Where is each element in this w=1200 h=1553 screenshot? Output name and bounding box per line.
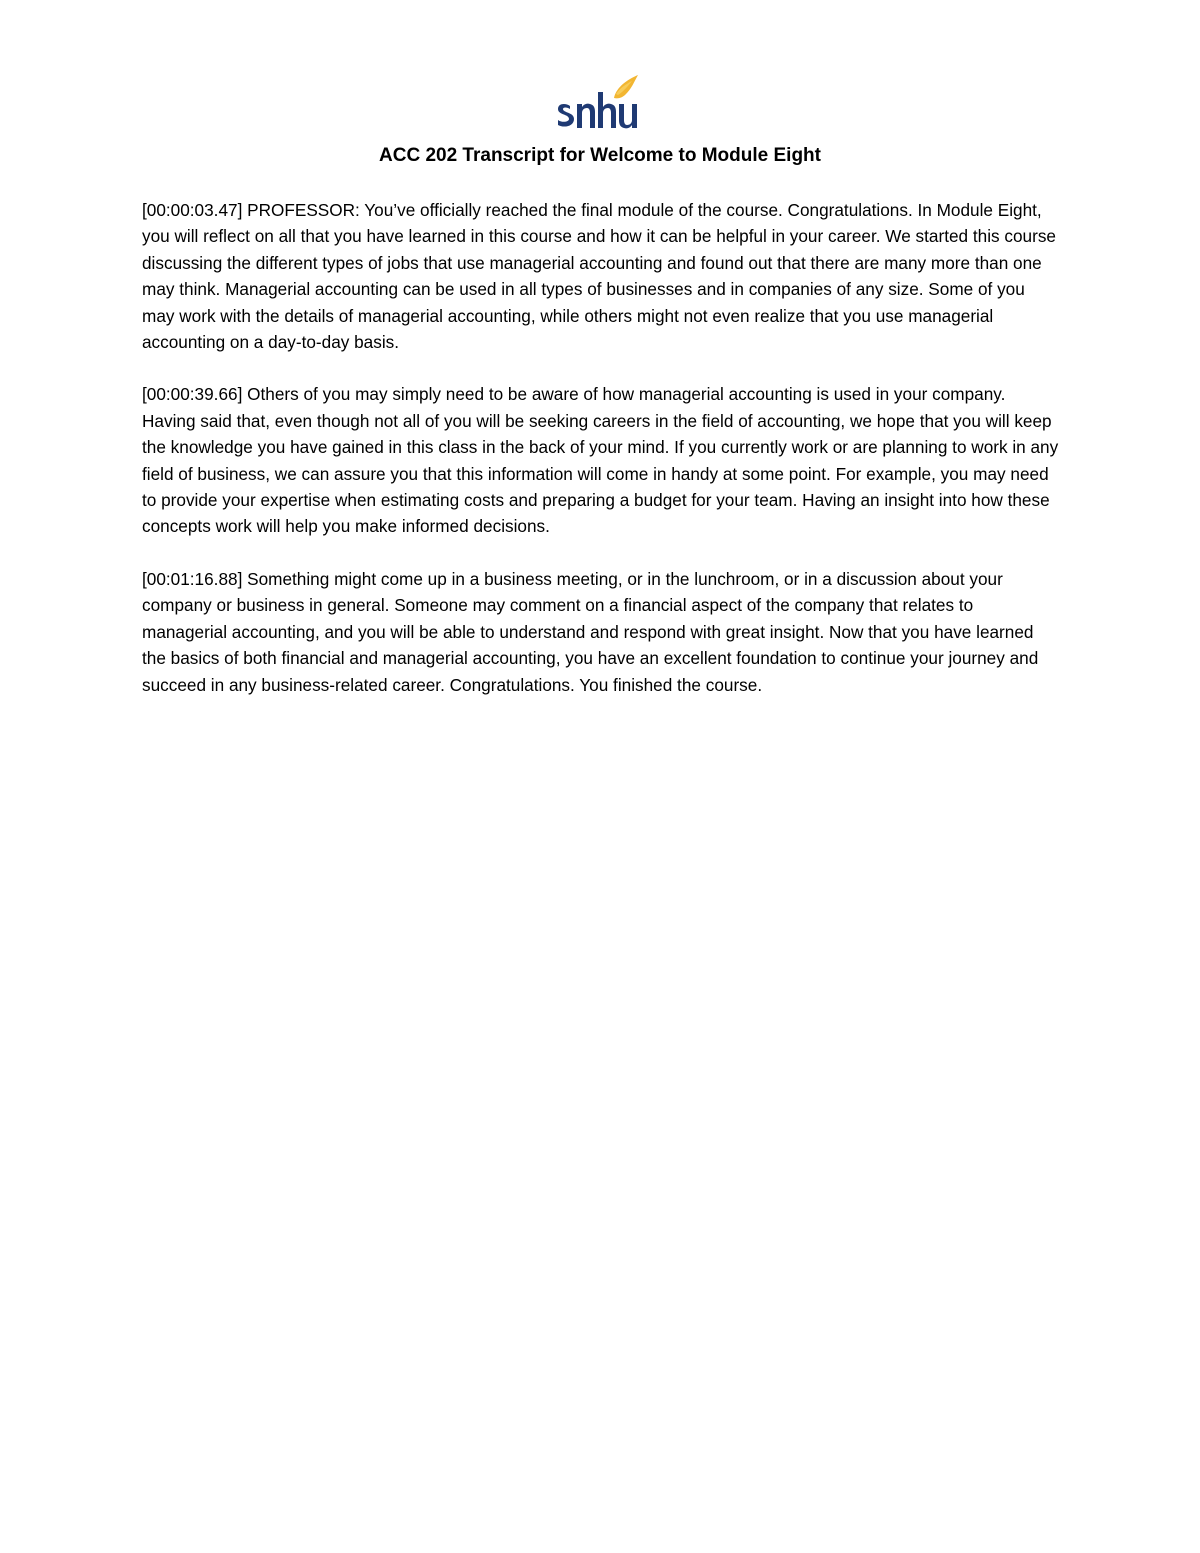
document-title: ACC 202 Transcript for Welcome to Module Eight bbox=[379, 145, 821, 166]
paragraph-text: Others of you may simply need to be aware of how managerial accounting is used in your company. Having said that, even though not all of you will be seeking careers in the field of accounting, we hope that you will keep the knowledge you have gained in this class in the back of your mind. If you currently work or are planning to work in any field of business, we can assure you that this information will come in handy at some point. For example, you may need to provide your expertise when estimating costs and preparing a budget for your team. Having an insight into how these concepts work will help you make informed decisions. bbox=[142, 384, 1059, 537]
timestamp: [00:01:16.88] bbox=[142, 568, 243, 589]
paragraph-text: Something might come up in a business meeting, or in the lunchroom, or in a discussion about your company or business in general. Someone may comment on a financial aspect of the company that relates to managerial accounting, and you will be able to understand and respond with great insight. Now that you have learned the basics of both financial and managerial accounting, you have an excellent foundation to continue your journey and succeed in any business-related career. Congratulations. You finished the course. bbox=[142, 568, 1039, 695]
snhu-logo bbox=[556, 72, 640, 134]
transcript-paragraph bbox=[142, 566, 1060, 698]
timestamp: [00:00:03.47] bbox=[142, 200, 243, 220]
timestamp: [00:00:39.66] bbox=[142, 384, 243, 405]
paragraph-text: PROFESSOR: You’ve officially reached the final module of the course. Congratulations. In Module Eight, you will reflect on all that you have learned in this course and how it can be helpful in your career. We started this course discussing the different types of jobs that use managerial accounting and found out that there are many more than one may think. Managerial accounting can be used in all types of businesses and in companies of any size. Some of you may work with the details of managerial accounting, while others might not even realize that you use managerial accounting on a day-to-day basis. bbox=[142, 200, 1056, 353]
transcript-body bbox=[142, 197, 1060, 724]
transcript-paragraph bbox=[142, 381, 1060, 539]
transcript-paragraph bbox=[142, 197, 1060, 355]
snhu-logo-graphic bbox=[556, 72, 640, 134]
